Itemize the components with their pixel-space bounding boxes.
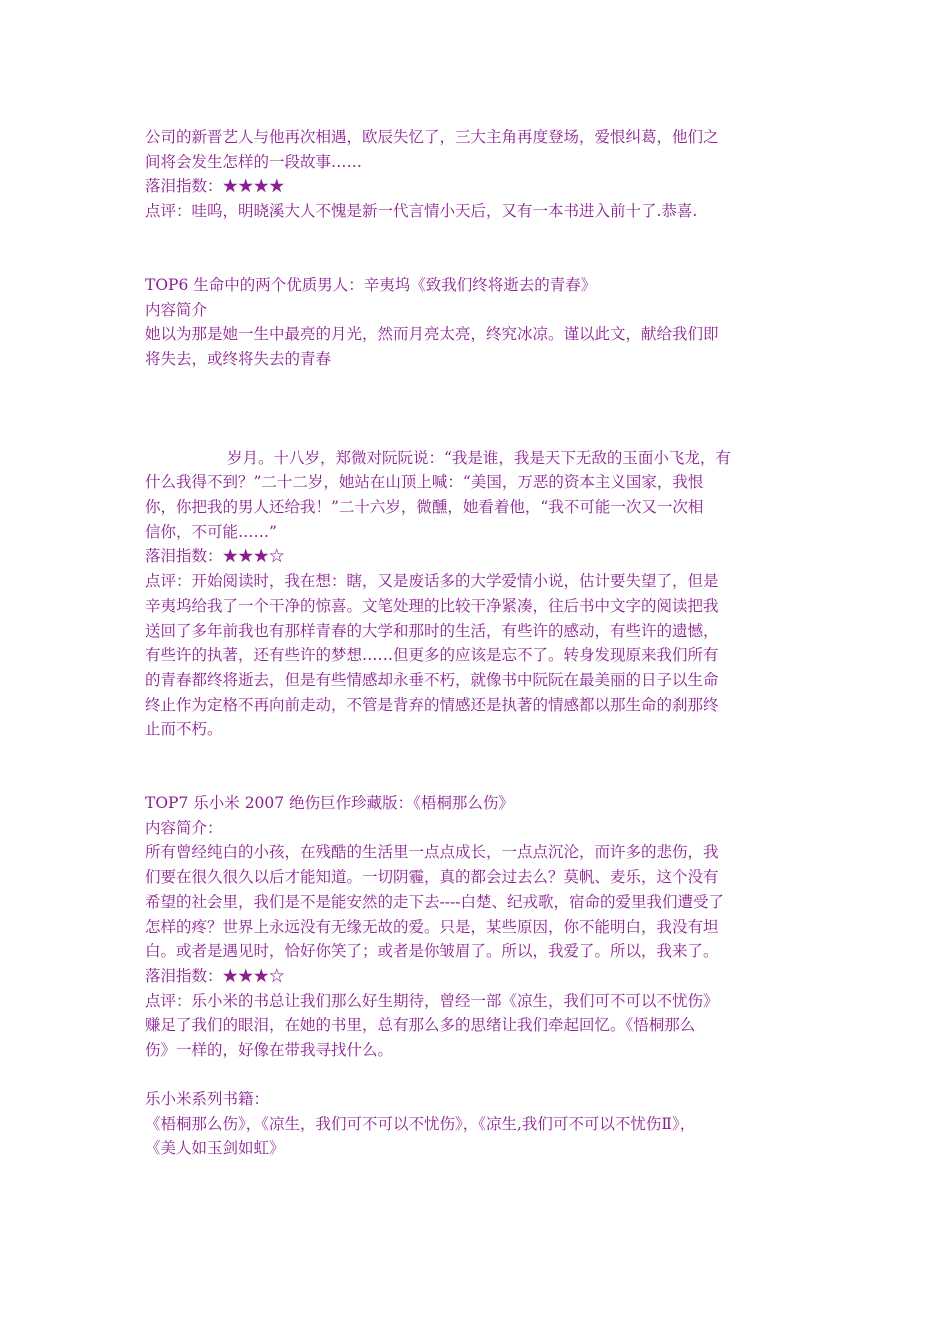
- spacer: [145, 224, 815, 273]
- document-page: [145, 125, 815, 1161]
- top6-excerpt-line-1: 岁月。十八岁，郑微对阮阮说：“我是谁，我是天下无敌的玉面小飞龙，有: [227, 448, 731, 467]
- intro-line-2: 间将会发生怎样的一段故事……: [145, 152, 363, 171]
- top7-summary-line-4: 怎样的疼？世界上永远没有无缘无故的爱。只是，某些原因，你不能明白，我没有坦: [145, 917, 719, 936]
- top6-excerpt-line-3: 你，你把我的男人还给我！”二十六岁，微醺，她看着他，“我不可能一次又一次相: [145, 498, 704, 517]
- section-top7: [145, 791, 815, 1161]
- spacer: [145, 372, 815, 446]
- section-top6: [145, 273, 815, 742]
- top6-comment-line-7: 止而不朽。: [145, 720, 223, 739]
- top7-title: TOP7 乐小米 2007 绝伤巨作珍藏版：《梧桐那么伤》: [145, 794, 514, 813]
- top6-comment-line-4: 有些许的执著，还有些许的梦想……但更多的应该是忘不了。转身发现原来我们所有: [145, 646, 719, 665]
- top6-comment-line-1: 点评：开始阅读时，我在想：瞎，又是废话多的大学爱情小说，估计要失望了，但是: [145, 572, 719, 591]
- top7-comment-line-1: 点评：乐小米的书总让我们那么好生期待，曾经一部《凉生，我们可不可以不忧伤》: [145, 991, 719, 1010]
- top6-excerpt-line-4: 信你，不可能……”: [145, 522, 277, 541]
- top6-summary-line-1: 她以为那是她一生中最亮的月光，然而月亮太亮，终究冰凉。谨以此文，献给我们即: [145, 325, 719, 344]
- top7-comment-line-2: 赚足了我们的眼泪，在她的书里，总有那么多的思绪让我们牵起回忆。《悟桐那么: [145, 1016, 696, 1035]
- top6-excerpt-line-2: 什么我得不到？”二十二岁，她站在山顶上喊：“美国，万恶的资本主义国家，我恨: [145, 473, 704, 492]
- top7-summary-line-3: 希望的社会里，我们是不是能安然的走下去----白楚、纪戎歌，宿命的爱里我们遭受了: [145, 892, 724, 911]
- top7-series-label: 乐小米系列书籍：: [145, 1089, 270, 1108]
- intro-line-1: 公司的新晋艺人与他再次相遇，欧辰失忆了，三大主角再度登场，爱恨纠葛，他们之: [145, 128, 719, 146]
- top7-summary-line-5: 白。或者是遇见时，恰好你笑了；或者是你皱眉了。所以，我爱了。所以，我来了。: [145, 942, 719, 961]
- top7-summary-label: 内容简介：: [145, 818, 223, 837]
- top6-comment-line-2: 辛夷坞给我了一个干净的惊喜。文笔处理的比较干净紧凑，往后书中文字的阅读把我: [145, 596, 719, 615]
- section-intro: [145, 125, 815, 224]
- top6-comment-line-3: 送回了多年前我也有那样青春的大学和那时的生活，有些许的感动，有些许的遗憾，: [145, 621, 719, 640]
- spacer: [145, 1063, 815, 1087]
- top7-rating: 落泪指数：★★★☆: [145, 966, 285, 985]
- top6-summary-line-2: 将失去，或终将失去的青春: [145, 349, 332, 368]
- top7-series-line-1: 《梧桐那么伤》，《凉生，我们可不可以不忧伤》，《凉生,我们可不可以不忧伤Ⅱ》，: [145, 1114, 696, 1133]
- top7-summary-line-1: 所有曾经纯白的小孩，在残酷的生活里一点点成长，一点点沉沦，而许多的悲伤，我: [145, 843, 719, 862]
- top6-comment-line-5: 的青春都终将逝去，但是有些情感却永垂不朽，就像书中阮阮在最美丽的日子以生命: [145, 670, 719, 689]
- top6-summary-label: 内容简介: [145, 300, 208, 319]
- spacer: [145, 742, 815, 791]
- top6-title: TOP6 生命中的两个优质男人：辛夷坞《致我们终将逝去的青春》: [145, 275, 597, 294]
- top6-comment-line-6: 终止作为定格不再向前走动，不管是背弃的情感还是执著的情感都以那生命的刹那终: [145, 695, 719, 714]
- top7-summary-line-2: 们要在很久很久以后才能知道。一切阴霾，真的都会过去么？莫帆、麦乐，这个没有: [145, 868, 719, 887]
- top7-comment-line-3: 伤》一样的，好像在带我寻找什么。: [145, 1041, 394, 1060]
- top6-rating: 落泪指数：★★★☆: [145, 547, 285, 566]
- comment-1: 点评：哇呜，明晓溪大人不愧是新一代言情小天后，又有一本书进入前十了.恭喜.: [145, 202, 698, 221]
- rating-1: 落泪指数：★★★★: [145, 177, 285, 196]
- top7-series-line-2: 《美人如玉剑如虹》: [145, 1139, 285, 1158]
